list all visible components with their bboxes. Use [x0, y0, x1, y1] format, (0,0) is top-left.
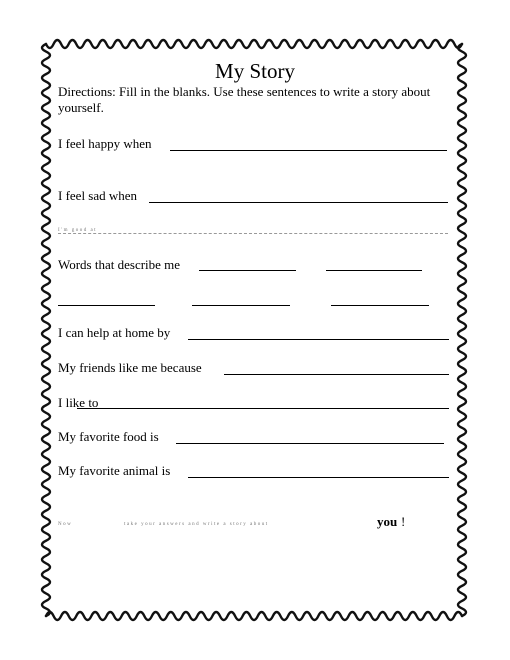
- border-edge-1: [458, 44, 466, 616]
- prompt-describe: Words that describe me: [58, 257, 181, 272]
- border-edge-0: [46, 40, 462, 48]
- prompt-sad: I feel sad when: [58, 188, 138, 203]
- closing-exclaim: !: [401, 514, 406, 529]
- closing-you: you: [377, 514, 398, 529]
- blank-describe-2[interactable]: [326, 270, 422, 271]
- border-edge-2: [46, 612, 462, 620]
- prompt-friends: My friends like me because: [58, 360, 202, 375]
- blank-friends[interactable]: [224, 374, 449, 375]
- closing-faint-text: take your answers and write a story about: [124, 522, 269, 527]
- prompt-like-to: I like to: [58, 395, 99, 410]
- prompt-animal: My favorite animal is: [58, 463, 171, 478]
- closing-faint-now: Now: [58, 522, 73, 527]
- blank-sad[interactable]: [149, 202, 448, 203]
- blank-describe-5[interactable]: [331, 305, 429, 306]
- blank-animal[interactable]: [188, 477, 449, 478]
- directions-text: Directions: Fill in the blanks. Use these sentences to write a story about yourself.: [58, 84, 431, 115]
- blank-describe-1[interactable]: [199, 270, 296, 271]
- blank-happy[interactable]: [170, 150, 447, 151]
- blank-describe-4[interactable]: [192, 305, 290, 306]
- prompt-good-at-faint: I'm good at: [58, 228, 98, 233]
- blank-describe-3[interactable]: [58, 305, 155, 306]
- blank-like-to[interactable]: [77, 408, 449, 409]
- prompt-happy: I feel happy when: [58, 136, 152, 151]
- prompt-food: My favorite food is: [58, 429, 159, 444]
- blank-help-home[interactable]: [188, 339, 449, 340]
- dashed-line: [58, 233, 448, 234]
- page-title: My Story: [215, 59, 295, 83]
- blank-food[interactable]: [176, 443, 444, 444]
- prompt-help-home: I can help at home by: [58, 325, 171, 340]
- border-edge-3: [42, 44, 50, 616]
